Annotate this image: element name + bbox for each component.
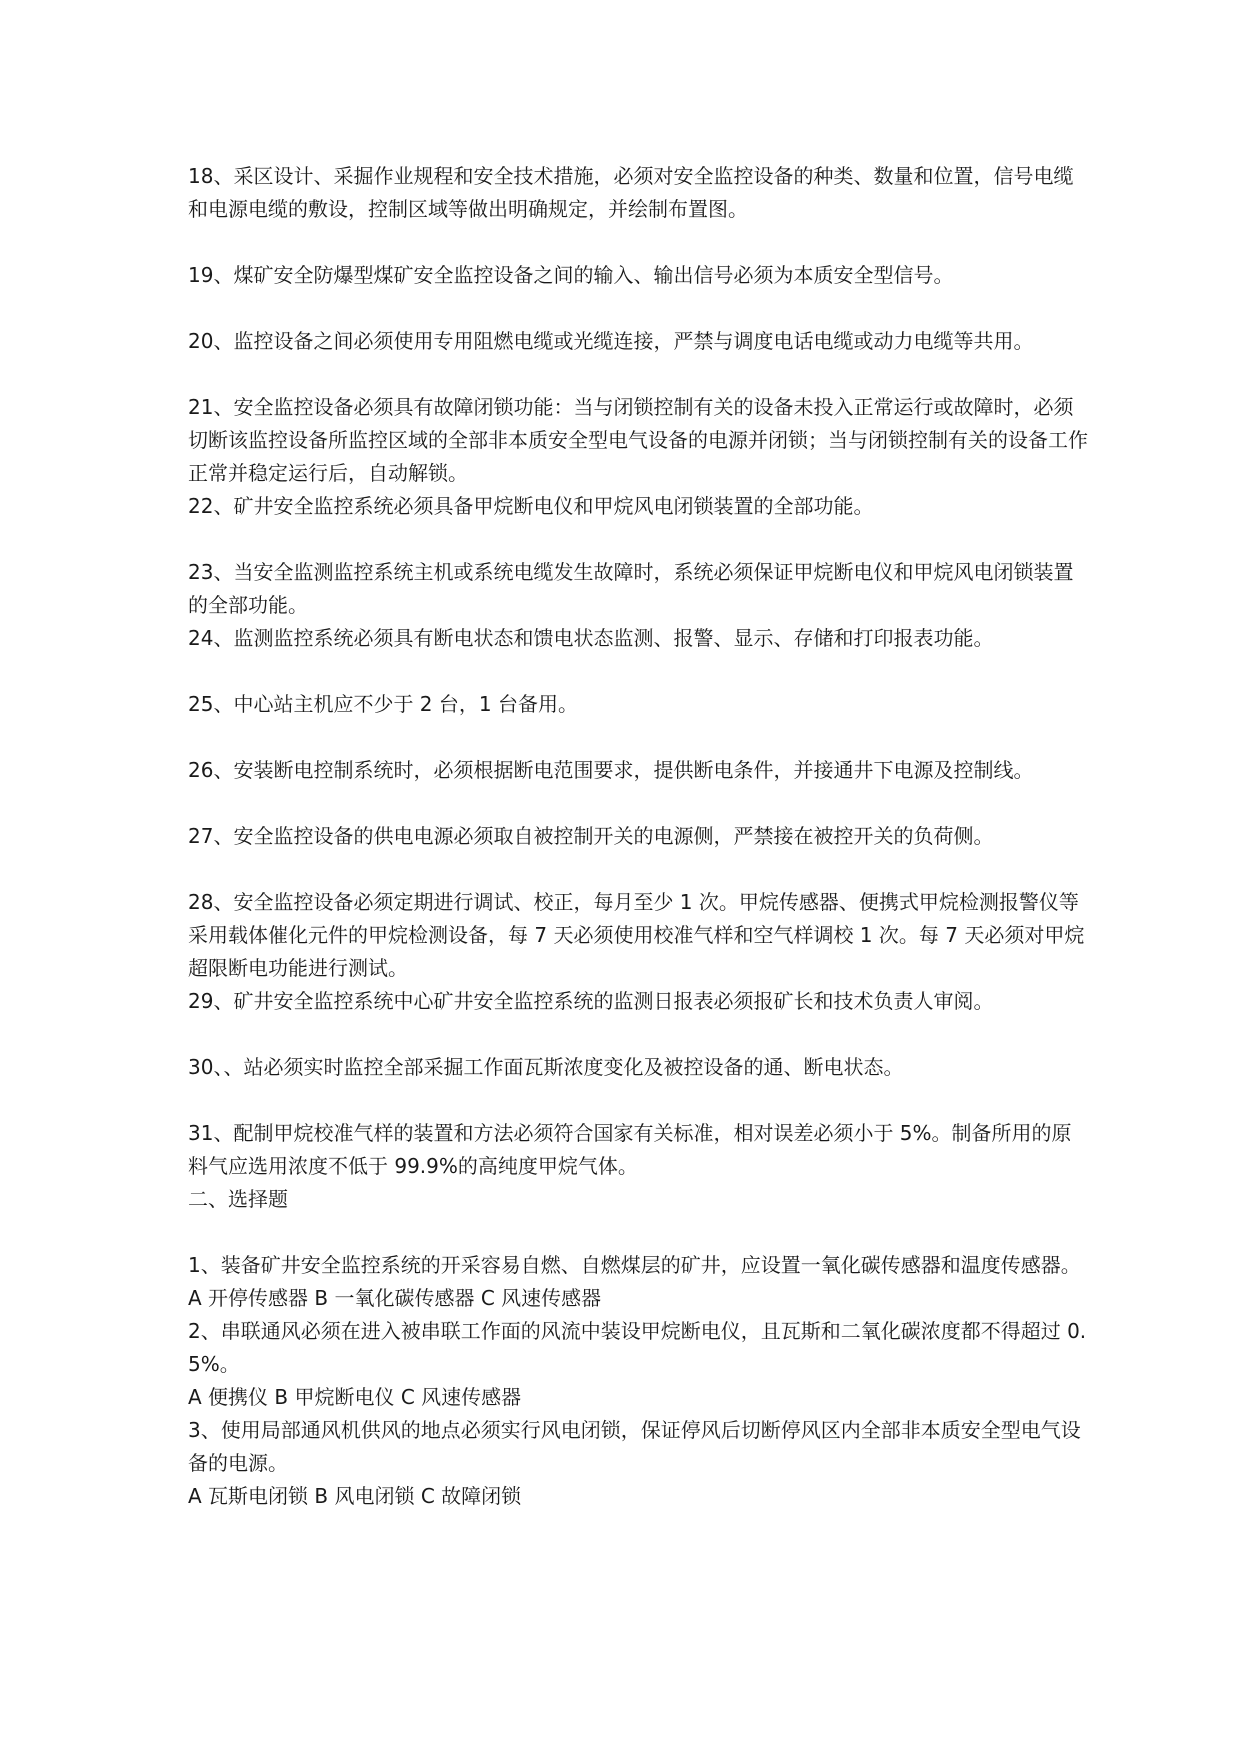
paragraph-23: 23、当安全监测监控系统主机或系统电缆发生故障时，系统必须保证甲烷断电仪和甲烷风电闭锁装置的全部功能。 bbox=[188, 560, 1074, 617]
paragraph-31: 31、配制甲烷校准气样的装置和方法必须符合国家有关标准，相对误差必须小于 5%。制备所用的原料气应选用浓度不低于 99.9%的高纯度甲烷气体。 bbox=[188, 1121, 1072, 1178]
paragraph-19: 19、煤矿安全防爆型煤矿安全监控设备之间的输入、输出信号必须为本质安全型信号。 bbox=[188, 263, 954, 287]
section-heading-choice: 二、选择题 bbox=[188, 1187, 288, 1211]
paragraph-29: 29、矿井安全监控系统中心矿井安全监控系统的监测日报表必须报矿长和技术负责人审阅。 bbox=[188, 989, 994, 1013]
question-3-options: A 瓦斯电闭锁 B 风电闭锁 C 故障闭锁 bbox=[188, 1484, 522, 1508]
paragraph-25: 25、中心站主机应不少于 2 台，1 台备用。 bbox=[188, 692, 578, 716]
paragraph-30: 30、、站必须实时监控全部采掘工作面瓦斯浓度变化及被控设备的通、断电状态。 bbox=[188, 1055, 904, 1079]
paragraph-24: 24、监测监控系统必须具有断电状态和馈电状态监测、报警、显示、存储和打印报表功能。 bbox=[188, 626, 994, 650]
question-3: 3、使用局部通风机供风的地点必须实行风电闭锁，保证停风后切断停风区内全部非本质安全型电气设备的电源。 bbox=[188, 1418, 1081, 1475]
question-2: 2、串联通风必须在进入被串联工作面的风流中装设甲烷断电仪，且瓦斯和二氧化碳浓度都不得超过 0.5%。 bbox=[188, 1319, 1087, 1376]
question-1: 1、装备矿井安全监控系统的开采容易自燃、自燃煤层的矿井，应设置一氧化碳传感器和温度传感器。 bbox=[188, 1253, 1081, 1277]
paragraph-22: 22、矿井安全监控系统必须具备甲烷断电仪和甲烷风电闭锁装置的全部功能。 bbox=[188, 494, 874, 518]
paragraph-18: 18、采区设计、采掘作业规程和安全技术措施，必须对安全监控设备的种类、数量和位置，信号电缆和电源电缆的敷设，控制区域等做出明确规定，并绘制布置图。 bbox=[188, 164, 1074, 221]
paragraph-20: 20、监控设备之间必须使用专用阻燃电缆或光缆连接，严禁与调度电话电缆或动力电缆等共用。 bbox=[188, 329, 1034, 353]
document-page bbox=[188, 160, 1088, 1513]
question-1-options: A 开停传感器 B 一氧化碳传感器 C 风速传感器 bbox=[188, 1286, 602, 1310]
paragraph-28: 28、安全监控设备必须定期进行调试、校正，每月至少 1 次。甲烷传感器、便携式甲烷检测报警仪等采用载体催化元件的甲烷检测设备，每 7 天必须使用校准气样和空气样调校 1 次。每 7 天必须对甲烷超限断电功能进行测试。 bbox=[188, 890, 1085, 980]
paragraph-21: 21、安全监控设备必须具有故障闭锁功能：当与闭锁控制有关的设备未投入正常运行或故障时，必须切断该监控设备所监控区域的全部非本质安全型电气设备的电源并闭锁；当与闭锁控制有关的设备工作正常并稳定运行后，自动解锁。 bbox=[188, 395, 1088, 485]
paragraph-26: 26、安装断电控制系统时，必须根据断电范围要求，提供断电条件，并接通井下电源及控制线。 bbox=[188, 758, 1034, 782]
question-2-options: A 便携仪 B 甲烷断电仪 C 风速传感器 bbox=[188, 1385, 522, 1409]
paragraph-27: 27、安全监控设备的供电电源必须取自被控制开关的电源侧，严禁接在被控开关的负荷侧。 bbox=[188, 824, 994, 848]
